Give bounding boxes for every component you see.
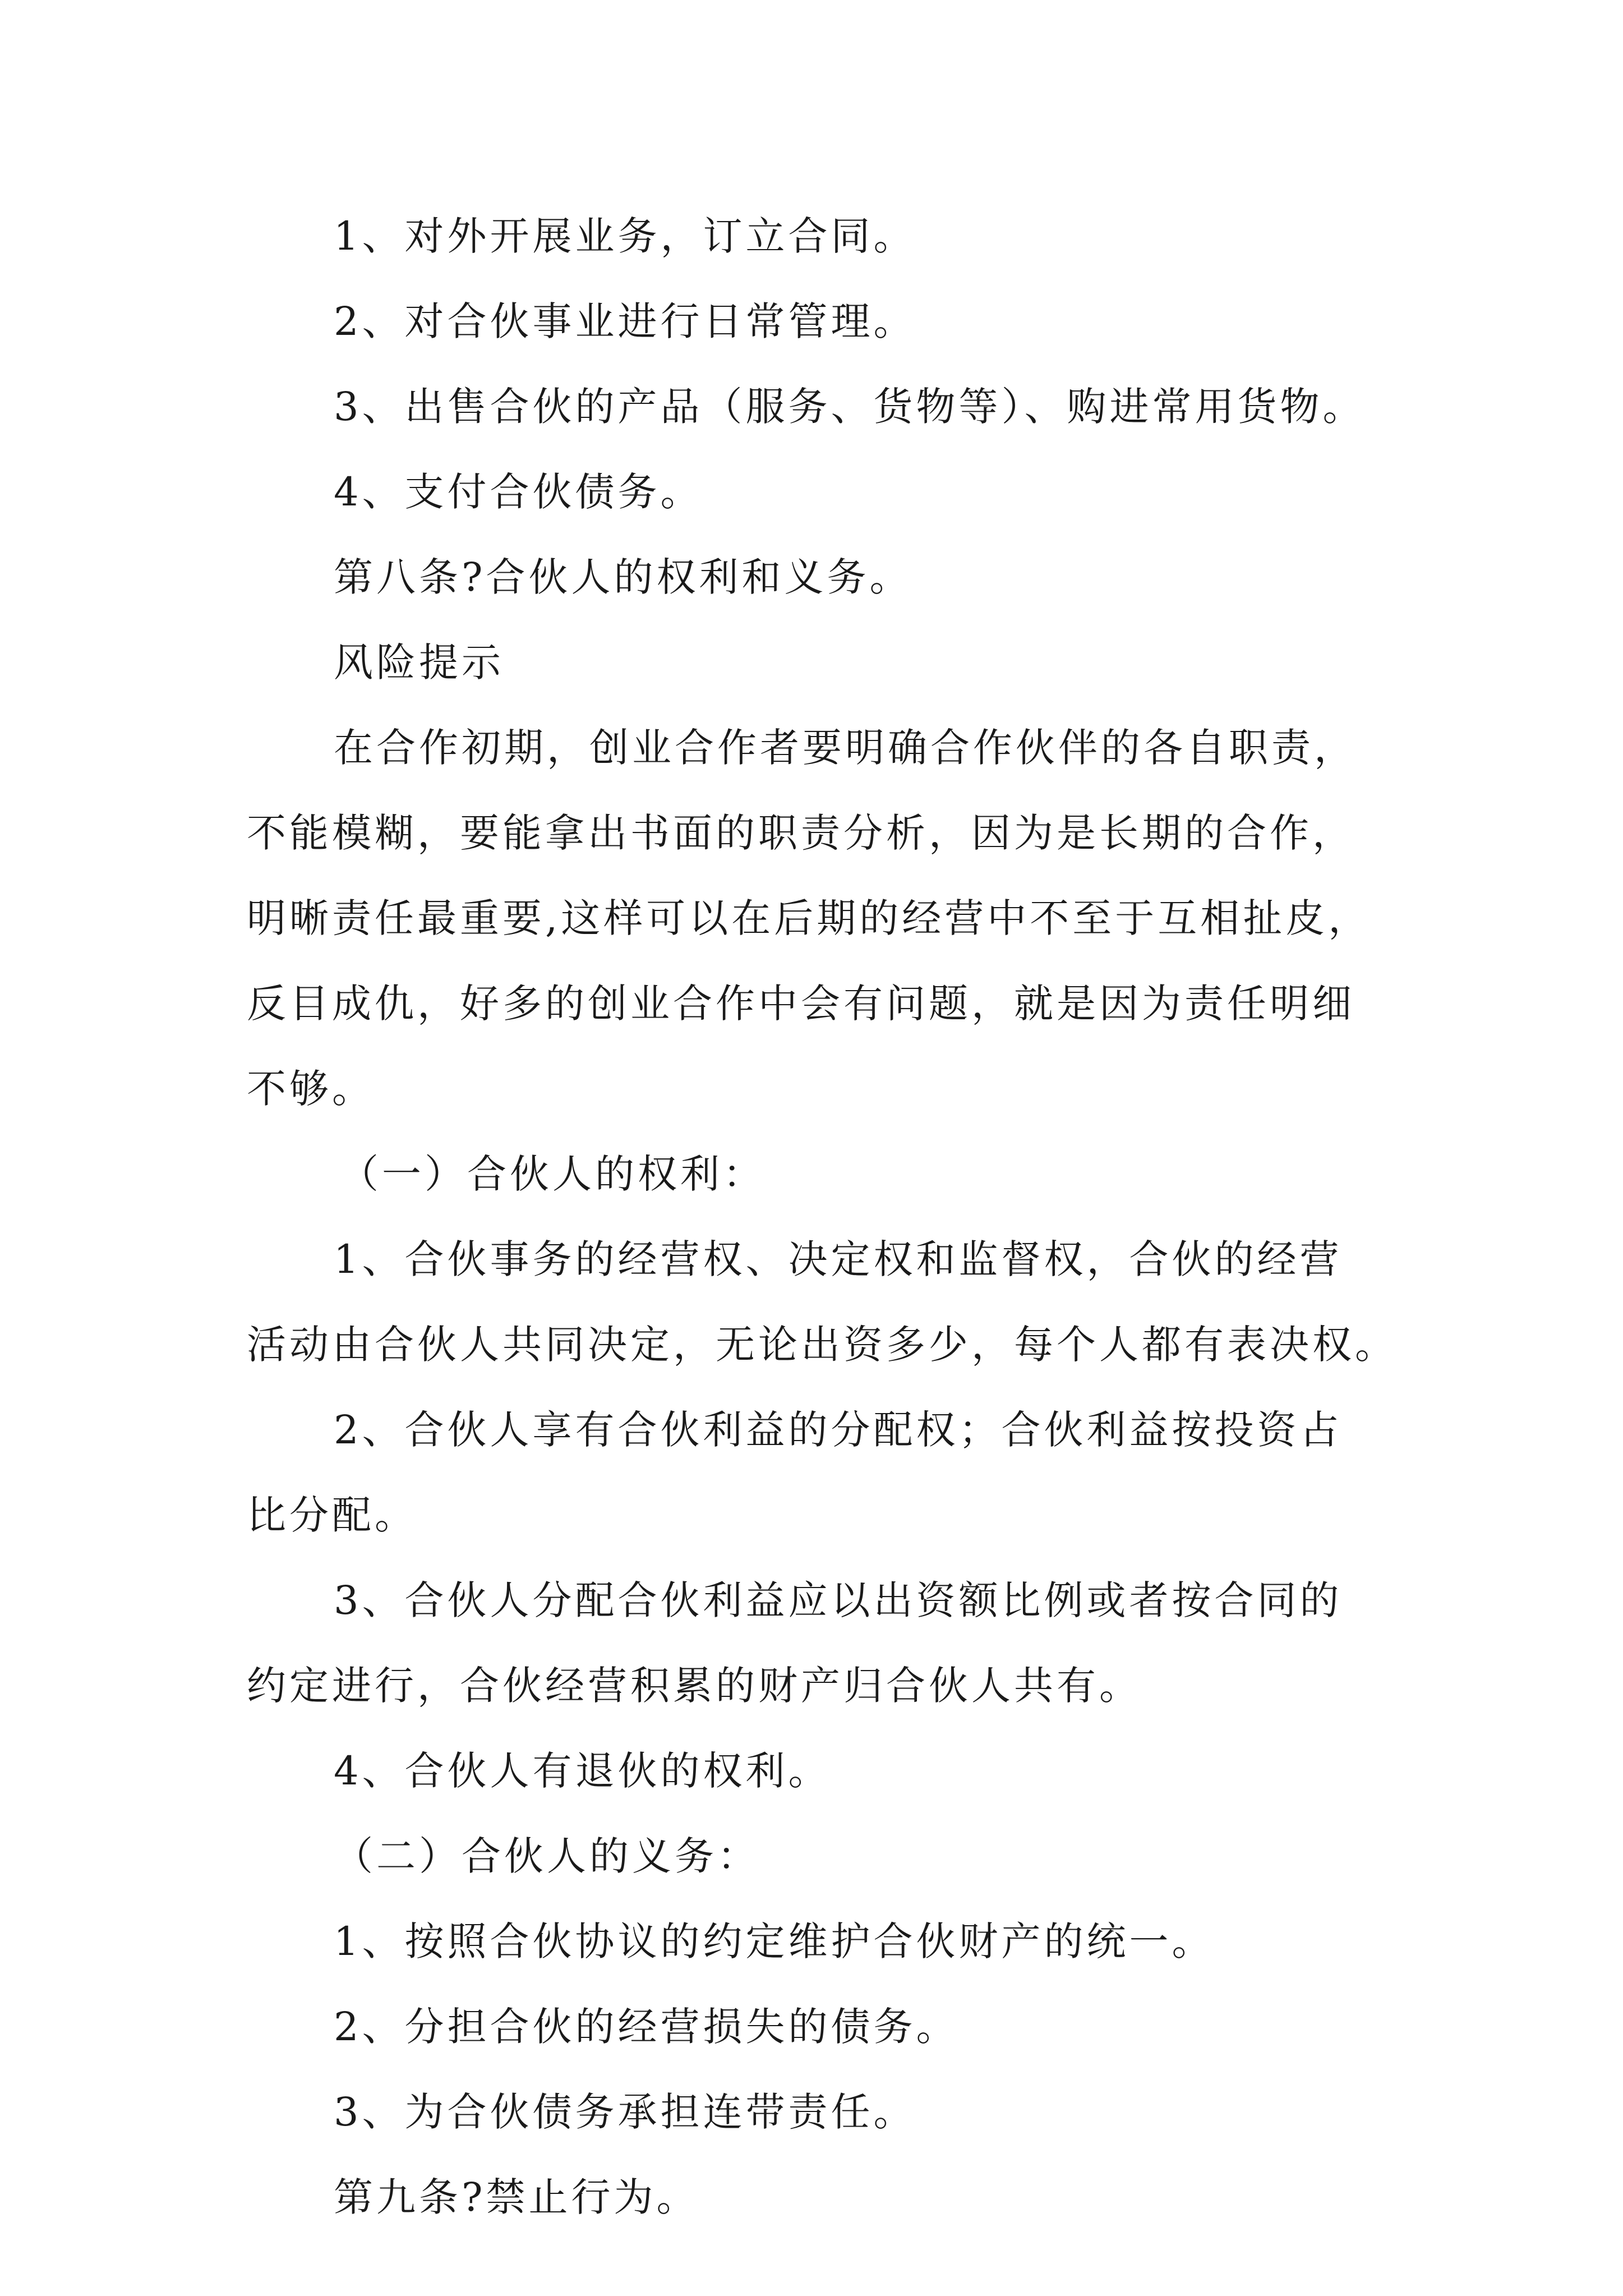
risk-paragraph-line-1: 在合作初期，创业合作者要明确合作伙伴的各自职责， — [334, 725, 1357, 771]
risk-paragraph-line-5: 不够。 — [247, 1066, 375, 1112]
rights-1-line-1: 1、合伙事务的经营权、决定权和监督权，合伙的经营 — [334, 1236, 1343, 1282]
risk-paragraph-line-2: 不能模糊，要能拿出书面的职责分析，因为是长期的合作， — [247, 810, 1355, 856]
article-8-title: 第八条?合伙人的权利和义务。 — [334, 554, 912, 600]
obligation-item-1: 1、按照合伙协议的约定维护合伙财产的统一。 — [334, 1918, 1215, 1964]
rights-3-line-1: 3、合伙人分配合伙利益应以出资额比例或者按合同的 — [334, 1577, 1343, 1623]
rights-3-line-2: 约定进行，合伙经营积累的财产归合伙人共有。 — [247, 1663, 1142, 1709]
duty-item-2: 2、对合伙事业进行日常管理。 — [334, 298, 916, 344]
rights-heading: （一）合伙人的权利： — [339, 1151, 766, 1197]
duty-item-4: 4、支付合伙债务。 — [334, 469, 703, 515]
rights-4: 4、合伙人有退伙的权利。 — [334, 1748, 831, 1794]
duty-item-3: 3、出售合伙的产品（服务、货物等）、购进常用货物。 — [334, 384, 1366, 430]
rights-2-line-2: 比分配。 — [247, 1492, 417, 1538]
article-9-title: 第九条?禁止行为。 — [334, 2174, 699, 2220]
risk-paragraph-line-3: 明晰责任最重要,这样可以在后期的经营中不至于互相扯皮， — [247, 895, 1371, 941]
risk-paragraph-line-4: 反目成仇，好多的创业合作中会有问题，就是因为责任明细 — [247, 981, 1355, 1027]
obligations-heading: （二）合伙人的义务： — [334, 1833, 760, 1879]
rights-1-line-2: 活动由合伙人共同决定，无论出资多少，每个人都有表决权。 — [247, 1322, 1398, 1368]
rights-2-line-1: 2、合伙人享有合伙利益的分配权；合伙利益按投资占 — [334, 1407, 1343, 1453]
obligation-item-3: 3、为合伙债务承担连带责任。 — [334, 2089, 916, 2135]
obligation-item-2: 2、分担合伙的经营损失的债务。 — [334, 2004, 959, 2050]
duty-item-1: 1、对外开展业务，订立合同。 — [334, 213, 916, 259]
risk-heading: 风险提示 — [334, 639, 504, 685]
document-body — [247, 194, 1408, 2240]
